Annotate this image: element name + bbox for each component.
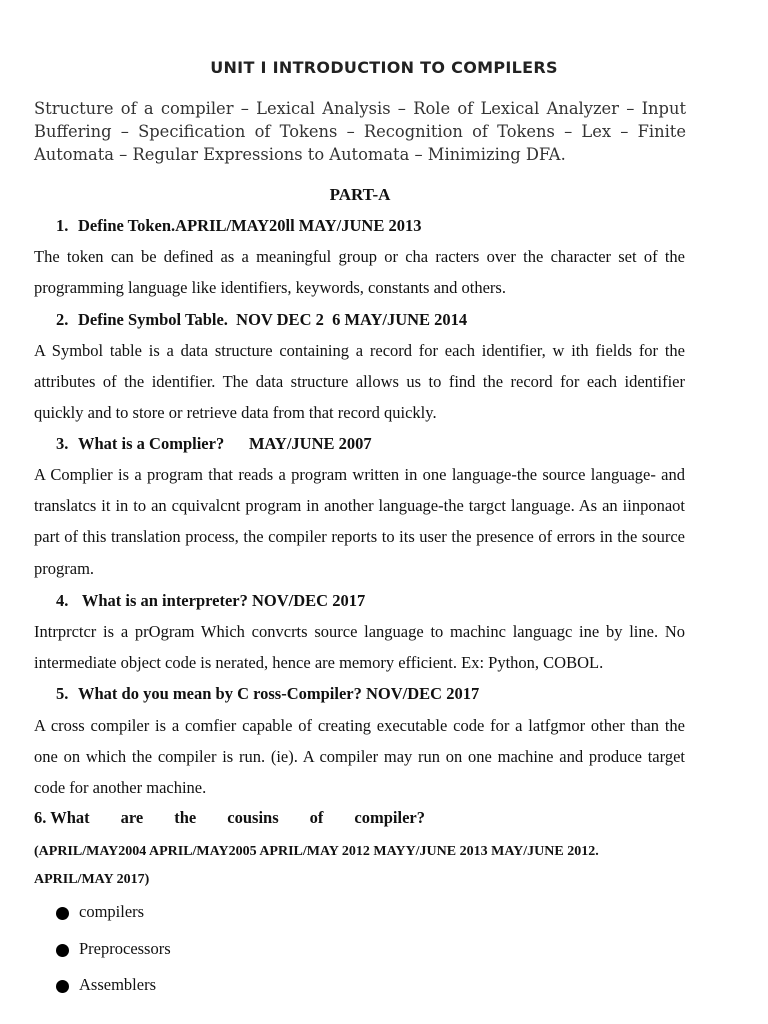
cousins-list <box>56 902 171 1012</box>
question-2 <box>56 310 467 330</box>
question-6-word: the <box>174 808 197 827</box>
question-4 <box>56 591 365 611</box>
question-text: What do you mean by C ross-Compiler? NOV/DEC 2017 <box>78 684 480 703</box>
question-number: 1. <box>56 216 69 235</box>
part-heading: PART-A <box>329 185 391 204</box>
list-item <box>56 975 171 1012</box>
question-1 <box>56 216 421 236</box>
question-6-exam-dates: (APRIL/MAY2004 APRIL/MAY2005 APRIL/MAY 2012 MAYY/JUNE 2013 MAY/JUNE 2012. APRIL/MAY 2017) <box>34 844 599 887</box>
question-6-word: of <box>309 808 324 827</box>
answer-5: A cross compiler is a comfier capable of creating executable code for a latfgmor other than the one on which the compiler is run. (ie). A compiler may run on one machine and produce target code for another machine. <box>34 716 685 798</box>
question-6-word: compiler? <box>354 808 425 827</box>
question-text: What is an interpreter? NOV/DEC 2017 <box>78 591 366 610</box>
list-item <box>56 902 171 939</box>
question-text: Define Symbol Table. NOV DEC 2 6 MAY/JUNE 2014 <box>78 310 468 329</box>
question-6-word: 6. What <box>34 808 90 827</box>
question-number: 3. <box>56 434 69 453</box>
list-item-text: Assemblers <box>79 975 156 994</box>
question-number: 4. <box>56 591 69 610</box>
answer-4: Intrprctcr is a prOgram Which convcrts source language to machinc languagc ine by line. No intermediate object code is nerated, hence are memory efficient. Ex: Python, COBOL. <box>34 622 685 673</box>
question-number: 2. <box>56 310 69 329</box>
list-item-text: compilers <box>79 902 145 921</box>
answer-2: A Symbol table is a data structure containing a record for each identifier, w ith fields for the attributes of the identifier. The data structure allows us to find the record for each identifier quickly and to store or retrieve data from that record quickly. <box>34 341 685 423</box>
bullet-icon <box>56 980 69 993</box>
question-6 <box>34 808 425 828</box>
list-item-text: Preprocessors <box>79 938 171 958</box>
unit-title: UNIT I INTRODUCTION TO COMPILERS <box>210 58 558 77</box>
question-5 <box>56 684 479 704</box>
question-6-word: are <box>120 808 144 827</box>
question-text: What is a Complier? MAY/JUNE 2007 <box>78 434 372 453</box>
question-number: 5. <box>56 684 69 703</box>
question-3 <box>56 434 372 454</box>
question-text: Define Token.APRIL/MAY20ll MAY/JUNE 2013 <box>78 216 422 235</box>
question-6-word: cousins <box>227 808 279 827</box>
list-item <box>56 939 171 976</box>
bullet-icon <box>56 907 69 920</box>
bullet-icon <box>56 944 69 957</box>
answer-3: A Complier is a program that reads a program written in one language-the source language- and translatcs it in to an cquivalcnt program in another language-the targct language. As an iinponaot part of this translation process, the compiler reports to its user the presence of errors in the source program. <box>34 465 685 578</box>
answer-1: The token can be defined as a meaningful group or cha racters over the character set of the programming language like identifiers, keywords, constants and others. <box>34 247 685 298</box>
syllabus-topics: Structure of a compiler – Lexical Analysis – Role of Lexical Analyzer – Input Buffering – Specification of Tokens – Recognition of Tokens – Lex – Finite Automata – Regular Expressions to Automata – Minimizing DFA. <box>34 99 686 164</box>
